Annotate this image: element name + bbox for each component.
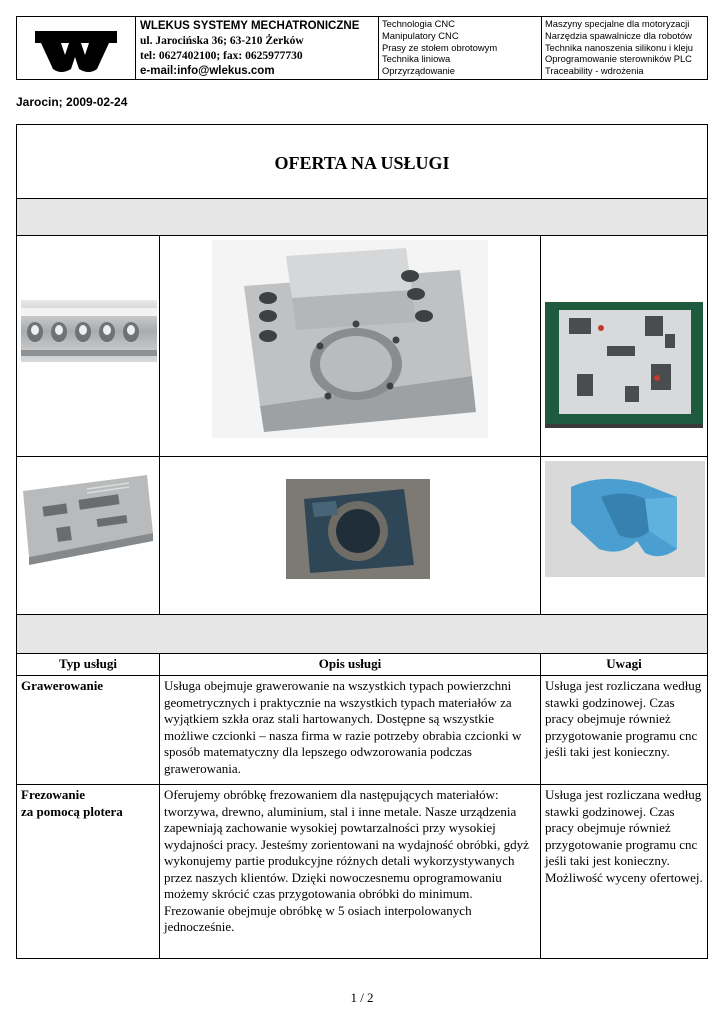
page-number: 1 / 2 <box>350 990 374 1005</box>
company-logo-icon <box>17 17 135 79</box>
table-header-type: Typ usługi <box>16 653 160 676</box>
welding-fixture-image <box>541 236 707 456</box>
services-list-2 <box>541 16 708 80</box>
service-type: Grawerowanie <box>21 678 104 693</box>
gray-band-bottom <box>16 614 708 654</box>
service-type: Frezowanie <box>21 787 86 802</box>
company-phones: tel: 0627402100; fax: 0625977730 <box>140 50 303 62</box>
service-item: Technologia CNC <box>382 18 455 29</box>
document-date: Jarocin; 2009-02-24 <box>16 95 128 109</box>
image-cell <box>16 456 160 615</box>
company-info <box>135 16 379 80</box>
service-type-sub: za pomocą plotera <box>21 803 123 819</box>
offer-title: OFERTA NA USŁUGI <box>274 153 450 173</box>
plastic-nut-housing-image <box>160 457 540 614</box>
image-cell <box>540 456 708 615</box>
table-header-description: Opis usługi <box>159 653 541 676</box>
logo-cell <box>16 16 136 80</box>
service-item: Technika nanoszenia silikonu i kleju <box>545 41 694 53</box>
blue-corner-part-image <box>541 457 707 614</box>
service-item: Maszyny specjalne dla motoryzacji <box>545 18 690 29</box>
bearing-block-image <box>160 236 540 456</box>
table-row-type <box>16 784 160 959</box>
service-item: Narzędzia spawalnicze dla robotów <box>545 29 692 41</box>
image-cell <box>159 456 541 615</box>
image-cell <box>159 235 541 457</box>
service-item: Prasy ze stołem obrotowym <box>382 41 498 53</box>
services-list-1 <box>378 16 542 80</box>
table-row-notes <box>540 784 708 959</box>
service-item: Oprzyrządowanie <box>382 65 455 77</box>
service-item: Manipulatory CNC <box>382 29 459 41</box>
offer-title-row <box>16 124 708 199</box>
service-item: Traceability - wdrożenia <box>545 65 644 77</box>
table-row-type <box>16 675 160 785</box>
service-item: Technika liniowa <box>382 53 451 65</box>
company-name: WLEKUS SYSTEMY MECHATRONICZNE <box>140 20 360 32</box>
service-description: Oferujemy obróbkę frezowaniem dla następujących materiałów: tworzywa, drewno, aluminium, stal i inne metale. Nasze urządzenia zapewniają zachowanie wysokiej powtarzalności przy wysokiej wydajności pracy. Jesteśmy zorientowani na wydajność obróbki, gdyż wykonujemy partie produkcyjne różnych detali wykorzystywanych przez naszych klientów. Dzięki nowoczesnemu oprogramowaniu możemy skrócić czas przygotowania obróbki do minimum. Frezowanie obejmuje obróbkę w 5 osiach interpolowanych jednocześnie. <box>164 787 529 934</box>
table-header-notes: Uwagi <box>540 653 708 676</box>
service-item: Oprogramowanie sterowników PLC <box>545 53 692 65</box>
company-address: ul. Jarocińska 36; 63-210 Żerków <box>140 35 304 47</box>
company-email[interactable]: e-mail:info@wlekus.com <box>140 65 275 77</box>
milled-plate-image <box>17 457 159 614</box>
table-row-notes <box>540 675 708 785</box>
service-notes: Usługa jest rozliczana według stawki godzinowej. Czas pracy obejmuje również przygotowanie programu cnc jeśli taki jest konieczny. Możliwość wyceny ofertowej. <box>545 787 703 885</box>
service-description: Usługa obejmuje grawerowanie na wszystkich typach powierzchni geometrycznych i praktycznie na wszystkich typach materiałów za wyjątkiem szkła oraz stali hartowanych. Dostępne są wszystkie możliwe czcionki – nasza firma w razie potrzeby obrabia czcionki w sposób matematyczny dla lepszego odwzorowania podczas grawerowania. <box>164 678 522 776</box>
engraved-profile-image <box>17 236 159 456</box>
table-row-description <box>159 784 541 959</box>
service-notes: Usługa jest rozliczana według stawki godzinowej. Czas pracy obejmuje również przygotowanie programu cnc jeśli taki jest konieczny. <box>545 678 702 759</box>
table-row-description <box>159 675 541 785</box>
image-cell <box>16 235 160 457</box>
image-cell <box>540 235 708 457</box>
gray-band-top <box>16 198 708 236</box>
